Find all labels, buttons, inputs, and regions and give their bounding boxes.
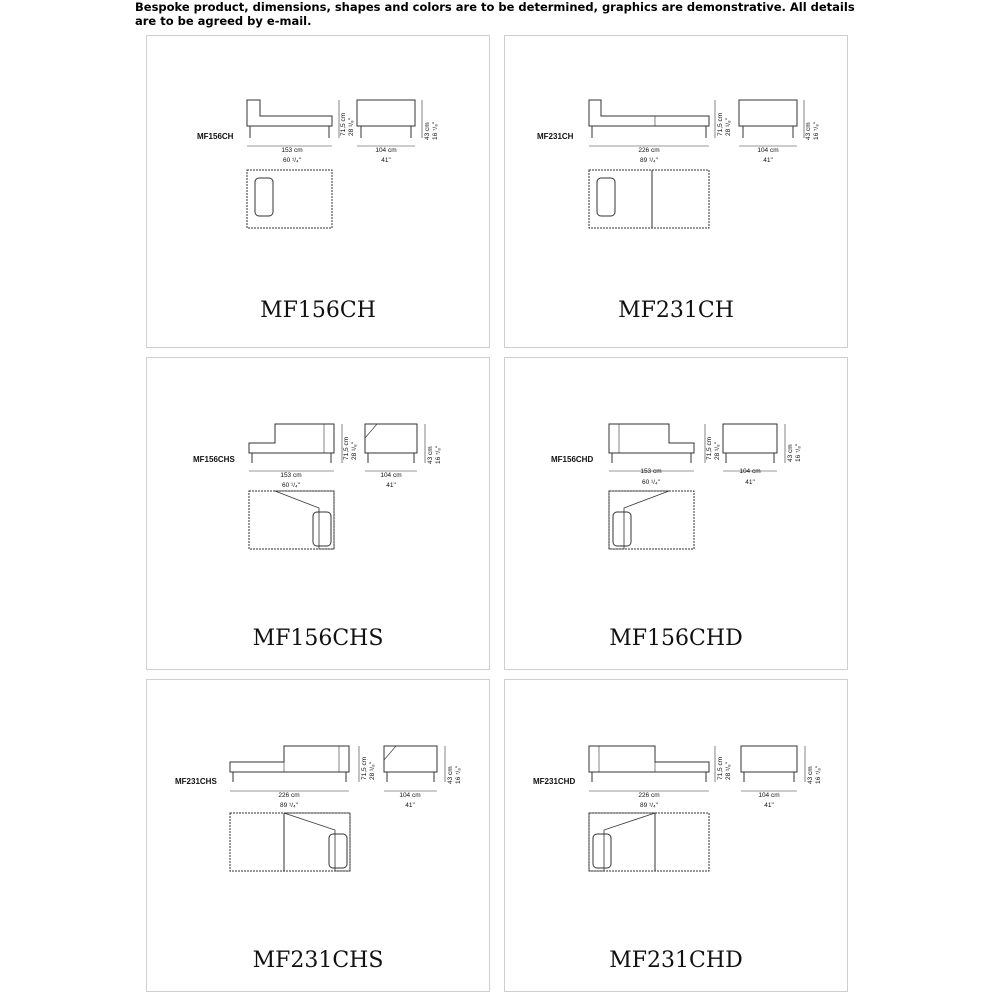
panel-mf231ch xyxy=(504,35,848,348)
panel-mf231chd xyxy=(504,679,848,992)
front-view xyxy=(589,746,709,772)
plan-view xyxy=(247,170,332,228)
model-code: MF156CHD xyxy=(551,455,594,464)
width-cm: 226 cm xyxy=(638,792,660,799)
panel-mf156chd xyxy=(504,357,848,670)
side-view xyxy=(365,424,417,453)
model-code: MF231CHD xyxy=(533,777,576,786)
panel-mf156chs xyxy=(146,357,490,670)
side-view xyxy=(357,100,415,126)
width-in: 89 ¹/₄" xyxy=(640,802,658,809)
seat-in: 16 ⁷/₈" xyxy=(432,121,439,140)
width-cm: 153 cm xyxy=(640,468,662,475)
front-view xyxy=(247,100,332,126)
seat-in: 16 ⁷/₈" xyxy=(813,121,820,140)
width-in: 60 ¹/₄" xyxy=(282,482,300,489)
side-view xyxy=(384,746,437,772)
mf231chd-drawing xyxy=(505,680,849,993)
depth-cm: 104 cm xyxy=(380,472,402,479)
width-cm: 226 cm xyxy=(638,147,660,154)
depth-cm: 104 cm xyxy=(739,468,761,475)
front-view xyxy=(249,424,334,453)
side-view xyxy=(723,424,777,453)
height-in: 28 ¹/₈" xyxy=(725,117,732,136)
seat-cm: 43 cm xyxy=(447,766,454,784)
seat-in: 16 ⁷/₈" xyxy=(815,765,822,784)
seat-in: 16 ⁷/₈" xyxy=(435,445,442,464)
depth-in: 41" xyxy=(381,157,391,164)
plan-view xyxy=(589,170,709,228)
model-code: MF231CH xyxy=(537,132,574,141)
depth-in: 41" xyxy=(764,802,774,809)
height-cm: 71,5 cm xyxy=(717,756,724,780)
depth-cm: 104 cm xyxy=(399,792,421,799)
seat-in: 16 ⁷/₈" xyxy=(795,443,802,462)
height-cm: 71,5 cm xyxy=(340,112,347,136)
panel-mf156ch xyxy=(146,35,490,348)
seat-cm: 43 cm xyxy=(787,444,794,462)
model-title: MF156CHS xyxy=(252,626,384,651)
mf156chd-drawing xyxy=(505,358,849,671)
model-code: MF231CHS xyxy=(175,777,217,786)
mf231chs-drawing xyxy=(147,680,491,993)
depth-in: 41" xyxy=(763,157,773,164)
width-cm: 153 cm xyxy=(281,147,303,154)
mf156chs-drawing xyxy=(147,358,491,671)
height-cm: 71,5 cm xyxy=(706,436,713,460)
model-title: MF231CHD xyxy=(609,948,743,973)
plan-view xyxy=(589,813,709,871)
seat-cm: 43 cm xyxy=(805,122,812,140)
model-code: MF156CHS xyxy=(193,455,235,464)
width-in: 89 ¹/₄" xyxy=(280,802,298,809)
side-view xyxy=(739,100,797,126)
plan-view xyxy=(230,813,350,871)
width-in: 60 ¹/₄" xyxy=(283,157,301,164)
model-title: MF231CHS xyxy=(252,948,384,973)
panel-mf231chs xyxy=(146,679,490,992)
seat-cm: 43 cm xyxy=(807,766,814,784)
height-cm: 71,5 cm xyxy=(343,436,350,460)
depth-cm: 104 cm xyxy=(757,147,779,154)
depth-cm: 104 cm xyxy=(758,792,780,799)
plan-view xyxy=(249,491,334,549)
height-in: 28 ¹/₈" xyxy=(348,117,355,136)
front-view xyxy=(589,100,709,126)
model-code: MF156CH xyxy=(197,132,234,141)
depth-in: 41" xyxy=(405,802,415,809)
width-cm: 226 cm xyxy=(278,792,300,799)
plan-view xyxy=(609,491,694,549)
depth-in: 41" xyxy=(745,479,755,486)
model-title: MF156CH xyxy=(260,298,376,323)
height-in: 28 ¹/₈" xyxy=(714,441,721,460)
seat-in: 16 ⁷/₈" xyxy=(455,765,462,784)
model-title: MF231CH xyxy=(618,298,734,323)
seat-cm: 43 cm xyxy=(424,122,431,140)
height-cm: 71,5 cm xyxy=(361,756,368,780)
seat-cm: 43 cm xyxy=(427,446,434,464)
height-cm: 71,5 cm xyxy=(717,112,724,136)
width-cm: 153 cm xyxy=(280,472,302,479)
front-view xyxy=(230,746,349,772)
model-title: MF156CHD xyxy=(609,626,743,651)
disclaimer-note: Bespoke product, dimensions, shapes and colors are to be determined, graphics are demonstrative. All details are to be agreed by e-mail. xyxy=(135,0,855,28)
height-in: 28 ¹/₈" xyxy=(725,761,732,780)
depth-in: 41" xyxy=(386,482,396,489)
width-in: 60 ¹/₄" xyxy=(642,479,660,486)
width-in: 89 ¹/₄" xyxy=(640,157,658,164)
front-view xyxy=(609,424,694,453)
height-in: 28 ¹/₈" xyxy=(369,761,376,780)
height-in: 28 ¹/₈" xyxy=(351,441,358,460)
side-view xyxy=(741,746,797,772)
depth-cm: 104 cm xyxy=(375,147,397,154)
